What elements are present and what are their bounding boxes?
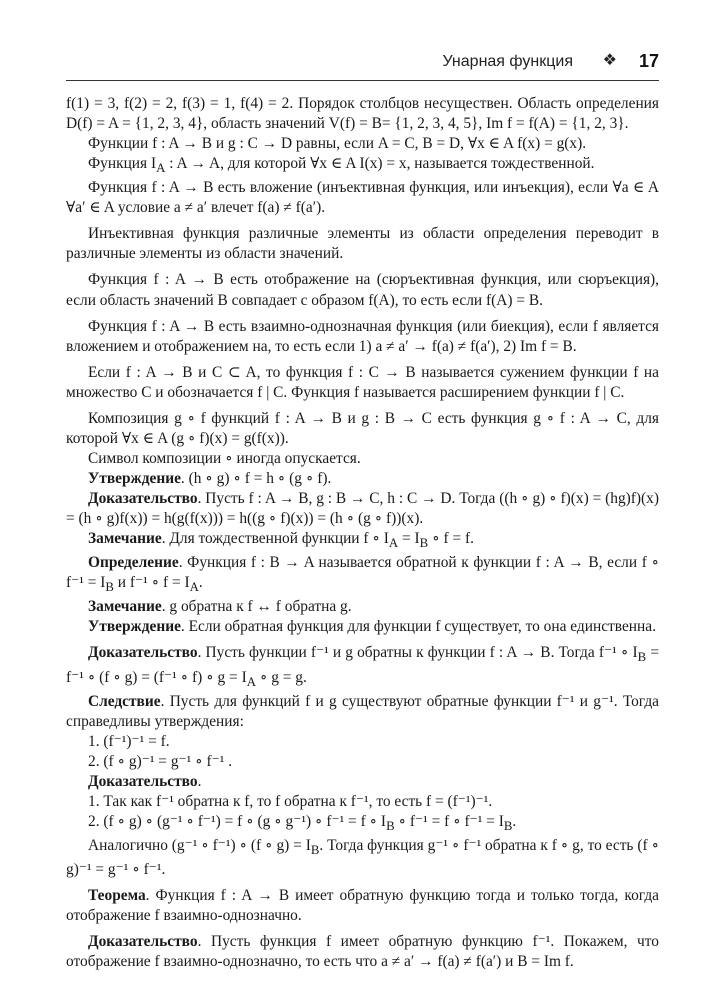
- list-item: 2. (f ∘ g) ∘ (g⁻¹ ∘ f⁻¹) = f ∘ (g ∘ g⁻¹) ∘ f⁻¹ = f ∘ $I_B$ ∘ f⁻¹ = f ∘ $f^{-1} = I_B$.: [88, 812, 517, 834]
- paragraph-remark-inverse: Замечание. g обратна к f ↔ f обратна g.: [88, 598, 352, 616]
- list-item: 1. Так как f⁻¹ обратна к f, то f обратна к f⁻¹, то есть f = (f⁻¹)⁻¹.: [88, 792, 493, 810]
- paragraph-injection-note: Инъективная функция различные элементы из области определения переводит в различные элементы из области значений.: [66, 225, 659, 263]
- paragraph-remark-identity: Замечание. Для тождественной функции f ∘ $I_A = I_B$ ∘ f = f.: [88, 530, 474, 551]
- ornament-icon: ❖: [602, 52, 617, 69]
- page-body: [66, 94, 659, 972]
- paragraph-proof-associativity: Доказательство. Пусть f : A → B, g : B → C, h : C → D. Тогда ((h ∘ g) ∘ f)(x) = (hg)f)(x) = (h ∘ g)f(x)) = h(g(f(x))) = h((g ∘ f)(x)) = (h ∘ (g ∘ f))(x).: [66, 489, 659, 527]
- paragraph-statement-associativity: Утверждение. (h ∘ g) ∘ f = h ∘ (g ∘ f).: [88, 469, 332, 487]
- paragraph-composition-symbol: Символ композиции ∘ иногда опускается.: [88, 449, 361, 467]
- paragraph-definition-example: f(1) = 3, f(2) = 2, f(3) = 1, f(4) = 2. Порядок столбцов несуществен. Область определения D(f) = A = {1, 2, 3, 4}, область значений V(f) = B= {1, 2, 3, 4, 5}, Im f = f(A) = {1, 2, 3}.: [66, 95, 659, 133]
- paragraph-proof-theorem: Доказательство. Пусть функция f имеет обратную функцию f⁻¹. Покажем, что отображение f взаимно-однозначно, то есть что a ≠ a′ → f(a) ≠ f(a′) и B = Im f.: [66, 933, 659, 971]
- running-header: [66, 50, 659, 81]
- paragraph-analogously: Аналогично (g⁻¹ ∘ f⁻¹) ∘ (f ∘ $g) = I_B$. Тогда функция g⁻¹ ∘ f⁻¹ обратна к f ∘ g, то есть (f ∘ g)⁻¹ = g⁻¹ ∘ f⁻¹.: [66, 837, 659, 879]
- paragraph-definition-inverse: Определение. Функция f : B → A называется обратной к функции f : A → B, если f ∘ $f^{-1} = I_B$ и f⁻¹ ∘ $f = I_A$.: [66, 554, 659, 595]
- paragraph-corollary: Следствие. Пусть для функций f и g существуют обратные функции f⁻¹ и g⁻¹. Тогда справедливы утверждения:: [66, 692, 659, 730]
- paragraph-equal-functions: Функции f : A → B и g : C → D равны, если A = C, B = D, ∀x ∈ A f(x) = g(x).: [88, 135, 587, 153]
- page-number: 17: [638, 51, 659, 71]
- paragraph-injection: Функция f : A → B есть вложение (инъективная функция, или инъекция), если ∀a ∈ A ∀a′ ∈ A условие a ≠ a′ влечет f(a) ≠ f(a′).: [66, 179, 659, 217]
- paragraph-proof-uniqueness: Доказательство. Пусть функции f⁻¹ и g обратны к функции f : A → B. Тогда f⁻¹ ∘ $I_B = f^{-1}$ ∘ (f ∘ g) = (f⁻¹ ∘ f) ∘ $g = I_A$ ∘ g = g.: [66, 644, 659, 689]
- list-item: 1. (f⁻¹)⁻¹ = f.: [88, 732, 170, 750]
- paragraph-proof-heading: Доказательство.: [88, 772, 202, 790]
- list-item: 2. (f ∘ g)⁻¹ = g⁻¹ ∘ f⁻¹ .: [88, 752, 233, 770]
- paragraph-surjection: Функция f : A → B есть отображение на (сюръективная функция, или сюръекция), если область значений B совпадает с образом f(A), то есть если f(A) = B.: [66, 271, 659, 309]
- paragraph-theorem: Теорема. Функция f : A → B имеет обратную функцию тогда и только тогда, когда отображение f взаимно-однозначно.: [66, 887, 659, 925]
- paragraph-statement-uniqueness: Утверждение. Если обратная функция для функции f существует, то она единственна.: [88, 618, 656, 636]
- paragraph-composition: Композиция g ∘ f функций f : A → B и g : B → C есть функция g ∘ f : A → C, для которой ∀x ∈ A (g ∘ f)(x) = g(f(x)).: [66, 409, 659, 447]
- paragraph-bijection: Функция f : A → B есть взаимно-однозначная функция (или биекция), если f является вложением и отображением на, то есть если 1) a ≠ a′ → f(a) ≠ f(a′), 2) Im f = B.: [66, 317, 659, 355]
- paragraph-identity-function: Функция $I_A$ : A → A, для которой ∀x ∈ A I(x) = x, называется тождественной.: [88, 155, 595, 176]
- header-title: Унарная функция: [442, 53, 573, 70]
- paragraph-restriction: Если f : A → B и C ⊂ A, то функция f : C → B называется сужением функции f на множество C и обозначается f | C. Функция f называется расширением функции f | C.: [66, 363, 659, 401]
